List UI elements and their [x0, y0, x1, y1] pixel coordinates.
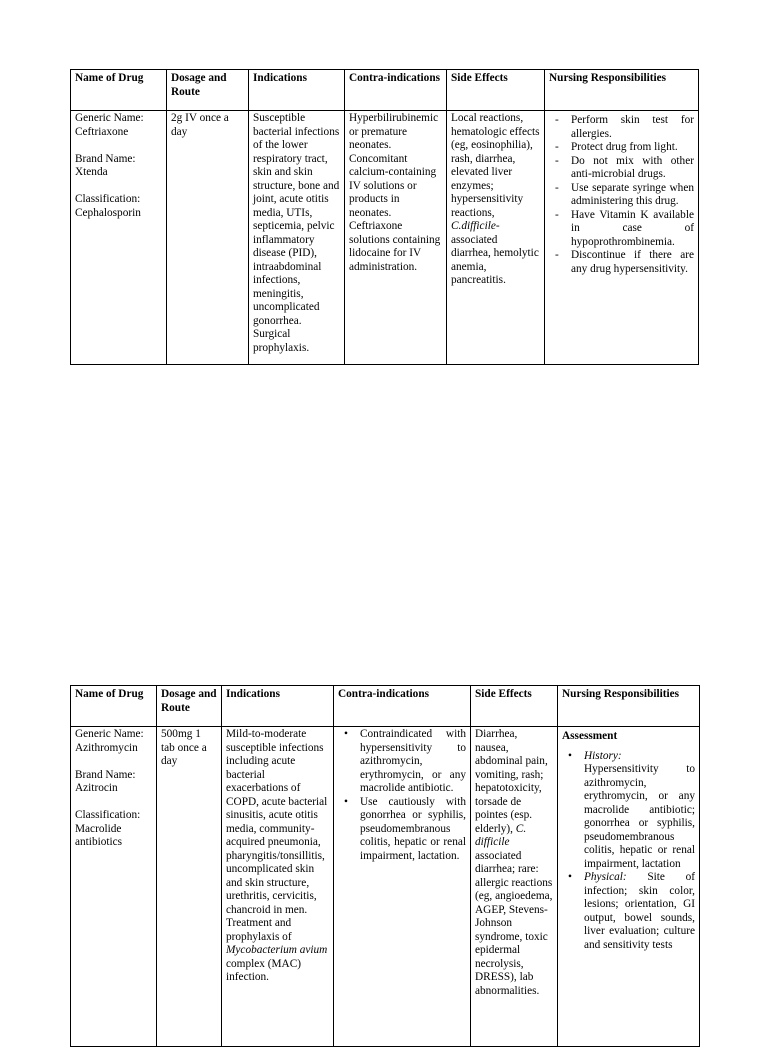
- indications-organism: Mycobacterium avium: [226, 944, 328, 956]
- physical-text: Site of infection; skin color, lesions; orientation, GI output, bowel sounds, liver evaluation; culture and sensitivity tests: [584, 871, 695, 951]
- header-dosage-route: Dosage and Route: [157, 686, 222, 727]
- table-header-row: [71, 686, 700, 727]
- classification: Classification: Cephalosporin: [75, 193, 141, 219]
- physical-label: Physical:: [584, 871, 627, 883]
- side-effects-text: Diarrhea, nausea, abdominal pain, vomiting, rash; hepatotoxicity, torsade de pointes (esp. elderly),: [475, 728, 548, 835]
- history-label: History:: [584, 749, 622, 762]
- drug-table-azithromycin: [70, 685, 700, 1047]
- header-contraindications: Contra-indications: [345, 70, 447, 111]
- history-text: Hypersensitivity to azithromycin, erythromycin, or any macrolide antibiotic; gonorrhea or syphilis, pseudomembranous colitis, hepatic or renal impairment, lactation: [584, 763, 695, 870]
- drug-name-cell: [71, 111, 167, 365]
- list-item: - Have Vitamin K available in case of hypoprothrombinemia.: [553, 209, 694, 250]
- nursing-cell: [545, 111, 699, 365]
- header-nursing-responsibilities: Nursing Responsibilities: [558, 686, 700, 727]
- table-row: [71, 111, 699, 365]
- contraindications-cell: Hyperbilirubinemic or premature neonates. Concomitant calcium-containing IV solutions or products in neonates. Ceftriaxone solutions containing lidocaine for IV administration.: [345, 111, 447, 365]
- drug-name-cell: [71, 727, 157, 1047]
- side-effects-text: Local reactions, hematologic effects (eg, eosinophilia), rash, diarrhea, elevated liver enzymes; hypersensitivity reactions,: [451, 112, 540, 219]
- header-nursing-responsibilities: Nursing Responsibilities: [545, 70, 699, 111]
- indications-cell: Susceptible bacterial infections of the lower respiratory tract, skin and skin structure, bone and joint, acute otitis media, UTIs, septicemia, pelvic inflammatory disease (PID), intraabdominal infections, meningitis, uncomplicated gonorrhea. Surgical prophylaxis.: [249, 111, 345, 365]
- list-item: - Use separate syringe when administering this drug.: [553, 182, 694, 209]
- side-effects-cell: [471, 727, 558, 1047]
- contraindications-list: [338, 728, 466, 863]
- nursing-list: [549, 114, 694, 276]
- generic-name: Generic Name: Ceftriaxone: [75, 112, 144, 138]
- list-item: • Contraindicated with hypersensitivity to azithromycin, erythromycin, or any macrolide antibiotic.: [360, 728, 466, 796]
- header-name-of-drug: Name of Drug: [71, 686, 157, 727]
- list-item: - Perform skin test for allergies.: [553, 114, 694, 141]
- dosage-cell: 500mg 1 tab once a day: [157, 727, 222, 1047]
- header-contraindications: Contra-indications: [334, 686, 471, 727]
- list-item: - Do not mix with other anti-microbial drugs.: [553, 155, 694, 182]
- header-dosage-route: Dosage and Route: [167, 70, 249, 111]
- header-side-effects: Side Effects: [471, 686, 558, 727]
- indications-text-cont: complex (MAC) infection.: [226, 957, 301, 983]
- dosage-cell: 2g IV once a day: [167, 111, 249, 365]
- classification: Classification: Macrolide antibiotics: [75, 809, 141, 848]
- header-side-effects: Side Effects: [447, 70, 545, 111]
- drug-table-ceftriaxone: [70, 69, 699, 365]
- brand-name: Brand Name: Azitrocin: [75, 768, 136, 794]
- list-item: - Protect drug from light.: [553, 141, 694, 155]
- side-effects-text-cont: associated diarrhea, hemolytic anemia, pancreatitis.: [451, 233, 539, 286]
- contraindications-cell: [334, 727, 471, 1047]
- brand-name: Brand Name: Xtenda: [75, 152, 136, 178]
- side-effects-organism: C.difficile-: [451, 220, 500, 232]
- header-indications: Indications: [249, 70, 345, 111]
- indications-text: Mild-to-moderate susceptible infections including acute bacterial exacerbations of COPD, acute bacterial sinusitis, acute otitis media, community-acquired pneumonia, pharyngitis/tonsillitis, uncomplicated skin and skin structure, urethritis, cervicitis, chancroid in men. Treatment and prophylaxis of: [226, 728, 328, 943]
- list-item: [584, 750, 695, 872]
- nursing-cell: [558, 727, 700, 1047]
- side-effects-text-cont: associated diarrhea; rare: allergic reactions (eg, angioedema, AGEP, Stevens-Johnson syndrome, toxic epidermal necrolysis, DRESS), lab abnormalities.: [475, 849, 553, 997]
- indications-cell: [222, 727, 334, 1047]
- header-indications: Indications: [222, 686, 334, 727]
- side-effects-organism: C. difficile: [475, 822, 527, 848]
- list-item: - Discontinue if there are any drug hypersensitivity.: [553, 249, 694, 276]
- assessment-heading: Assessment: [562, 730, 618, 742]
- table-header-row: [71, 70, 699, 111]
- header-name-of-drug: Name of Drug: [71, 70, 167, 111]
- list-item: [584, 871, 695, 952]
- list-item: • Use cautiously with gonorrhea or syphilis, pseudomembranous colitis, hepatic or renal impairment, lactation.: [360, 796, 466, 864]
- generic-name: Generic Name: Azithromycin: [75, 728, 144, 754]
- table-row: [71, 727, 700, 1047]
- assessment-list: [562, 750, 695, 953]
- side-effects-cell: [447, 111, 545, 365]
